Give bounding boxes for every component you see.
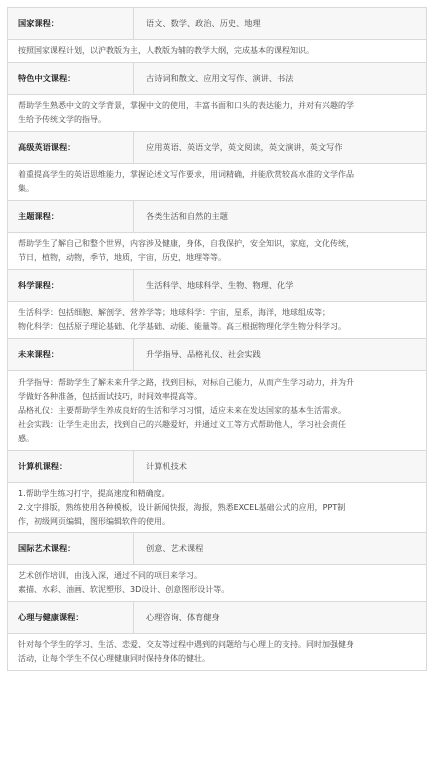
description-line: 集。 xyxy=(18,184,34,193)
description-line: 品格礼仪：主要帮助学生养成良好的生活和学习习惯，适应未来在发达国家的基本生活需求。 xyxy=(18,405,346,415)
description-line: 活动，让每个学生不仅心理健康同时保持身体的健壮。 xyxy=(18,654,210,663)
description-line: 按照国家课程计划，以沪教版为主，人教版为辅的教学大纲，完成基本的课程知识。 xyxy=(18,46,314,55)
description-line: 素描、水彩、油画、软泥塑形、3D设计、创意图形设计等。 xyxy=(18,585,230,594)
course-description-row xyxy=(8,483,427,533)
description-line: 生活科学：包括细胞、解剖学、营养学等；地球科学：宇宙，星系，海洋，地球组成等； xyxy=(18,308,330,317)
curriculum-table xyxy=(7,7,427,671)
course-description xyxy=(8,565,427,602)
course-topics: 心理咨询、体育健身 xyxy=(134,602,427,634)
description-line: 艺术创作培训，由浅入深，通过不同的项目来学习。 xyxy=(18,571,202,580)
course-name: 国家课程： xyxy=(8,8,134,40)
course-topics: 生活科学、地球科学、生物、物理、化学 xyxy=(134,270,427,302)
course-description-row xyxy=(8,40,427,63)
description-line: 节日，植物，动物，季节，地质，宇宙，历史，地理等等。 xyxy=(18,253,226,262)
description-line: 生给予传统文学的指导。 xyxy=(18,115,106,124)
course-name: 未来课程： xyxy=(8,339,134,371)
description-line: 帮助学生熟悉中文的文学背景，掌握中文的使用，丰富书面和口头的表达能力，并对有兴趣的学 xyxy=(18,101,354,110)
course-name: 国际艺术课程： xyxy=(8,533,134,565)
course-name: 心理与健康课程： xyxy=(8,602,134,634)
course-topics: 古诗词和散文、应用文写作、演讲、书法 xyxy=(134,63,427,95)
course-header-row xyxy=(8,8,427,40)
course-topics: 升学指导、品格礼仪、社会实践 xyxy=(134,339,427,371)
course-topics: 语文、数学、政治、历史、地理 xyxy=(134,8,427,40)
course-topics: 应用英语、英语文学，英文阅读，英文演讲，英文写作 xyxy=(134,132,427,164)
course-name: 计算机课程： xyxy=(8,451,134,483)
course-header-row xyxy=(8,63,427,95)
description-line: 社会实践：让学生走出去，找到自己的兴趣爱好，并通过义工等方式帮助他人，学习社会责任 xyxy=(18,419,346,429)
course-description xyxy=(8,233,427,270)
description-line: 物化科学：包括原子理论基础、化学基础、动能、能量等。高三根据物理化学生物分科学习。 xyxy=(18,322,346,331)
course-name: 科学课程： xyxy=(8,270,134,302)
description-line: 感。 xyxy=(18,433,34,443)
course-description-row xyxy=(8,95,427,132)
description-line: 2.文字排版，熟练使用各种模板，设计新闻快报，海报，熟悉EXCEL基础公式的应用，PPT制 xyxy=(18,502,346,512)
course-description-row xyxy=(8,233,427,270)
description-line: 学做好各种准备，包括面试技巧，时间效率提高等。 xyxy=(18,391,202,401)
course-description-row xyxy=(8,634,427,671)
course-topics: 计算机技术 xyxy=(134,451,427,483)
description-line: 着重提高学生的英语思维能力，掌握论述文写作要求，用词精确，并能欣赏较高水准的文学作品 xyxy=(18,170,354,179)
course-header-row xyxy=(8,451,427,483)
course-header-row xyxy=(8,132,427,164)
course-topics: 各类生活和自然的主题 xyxy=(134,201,427,233)
course-name: 高级英语课程： xyxy=(8,132,134,164)
course-header-row xyxy=(8,602,427,634)
course-name: 主题课程： xyxy=(8,201,134,233)
course-description-row xyxy=(8,164,427,201)
description-line: 帮助学生了解自己和整个世界，内容涉及健康，身体，自我保护，安全知识，家庭，文化传统， xyxy=(18,239,354,248)
description-line: 作，初级网页编辑，图形编辑软件的使用。 xyxy=(18,516,170,526)
course-topics: 创意、艺术课程 xyxy=(134,533,427,565)
course-header-row xyxy=(8,339,427,371)
course-description xyxy=(8,40,427,63)
course-description xyxy=(8,634,427,671)
course-description xyxy=(8,483,427,533)
description-line: 升学指导：帮助学生了解未来升学之路，找到目标，对标自己能力，从而产生学习动力，并为升 xyxy=(18,377,354,387)
course-description xyxy=(8,164,427,201)
course-description xyxy=(8,95,427,132)
description-line: 针对每个学生的学习、生活、恋爱、交友等过程中遇到的问题给与心理上的支持。同时加强健身 xyxy=(18,640,354,649)
course-description xyxy=(8,371,427,451)
description-line: 1.帮助学生练习打字，提高速度和精确度。 xyxy=(18,488,170,498)
course-name: 特色中文课程： xyxy=(8,63,134,95)
course-description-row xyxy=(8,302,427,339)
course-description-row xyxy=(8,371,427,451)
course-description-row xyxy=(8,565,427,602)
course-header-row xyxy=(8,270,427,302)
curriculum-table-body xyxy=(8,8,427,671)
course-header-row xyxy=(8,533,427,565)
course-description xyxy=(8,302,427,339)
curriculum-container xyxy=(7,7,427,671)
course-header-row xyxy=(8,201,427,233)
